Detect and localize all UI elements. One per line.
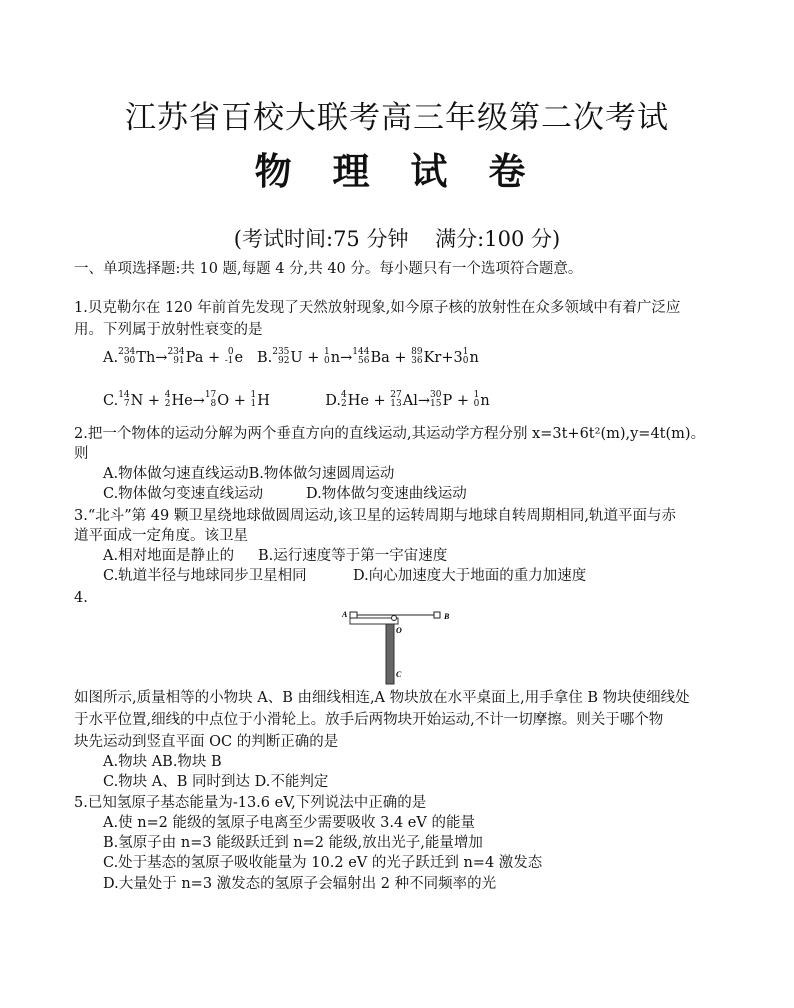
q2-option-d: D.物体做匀变速曲线运动 — [306, 486, 467, 502]
q2-option-c: C.物体做匀变速直线运动 — [103, 486, 264, 502]
nuclide: 89 36 — [411, 347, 423, 366]
q5-stem: 5.已知氢原子基态能量为-13.6 eV,下列说法中正确的是 — [74, 795, 427, 811]
q2-options-ab: A.物体做匀速直线运动B.物体做匀速圆周运动 — [103, 466, 395, 482]
nuclide: 234 91 — [167, 347, 185, 366]
section-heading: 一、单项选择题:共 10 题,每题 4 分,共 40 分。每小题只有一个选项符合题意。 — [74, 261, 583, 277]
exam-title: 江苏省百校大联考高三年级第二次考试 — [125, 100, 669, 136]
label-o: O — [396, 626, 402, 635]
pulley-figure — [336, 606, 466, 686]
q5-option-c: C.处于基态的氢原子吸收能量为 10.2 eV 的光子跃迁到 n=4 激发态 — [103, 855, 543, 871]
nuclide: 0 -1 — [224, 347, 234, 366]
label-a: A — [342, 610, 348, 619]
q3-option-b: B.运行速度等于第一宇宙速度 — [258, 548, 448, 564]
q3-option-a: A.相对地面是静止的 — [103, 548, 235, 564]
q1-option-b-label: B. — [256, 350, 273, 366]
q4-stem-line3: 块先运动到竖直平面 OC 的判断正确的是 — [74, 734, 339, 750]
q1-stem-line2: 用。下列属于放射性衰变的是 — [74, 322, 263, 338]
nuclide: 4 2 — [340, 390, 347, 409]
q1-options-ab: A. 234 90 Th→ 234 91 Pa + 0 -1 e B. 235 92 U + 1 0 n→ 144 56 Ba + 89 36 Kr+3 1 0 n — [103, 347, 479, 366]
q4-stem-line1: 如图所示,质量相等的小物块 A、B 由细线相连,A 物块放在水平桌面上,用手拿住 B 物块使细线处 — [74, 690, 690, 706]
q2-stem-line2: 则 — [74, 446, 89, 462]
q3-stem-line1: 3.“北斗”第 49 颗卫星绕地球做圆周运动,该卫星的运转周期与地球自转周期相同,轨道平面与赤 — [74, 508, 677, 524]
q1-options-cd: C. 14 7 N + 4 2 He→ 17 8 O + 1 1 H D. 4 2 He + 27 13 Al→ 30 15 P + 1 0 n — [103, 390, 490, 409]
q1-option-d-label: D. — [325, 393, 341, 409]
q3-option-d: D.向心加速度大于地面的重力加速度 — [353, 568, 587, 584]
nuclide: 27 13 — [390, 390, 402, 409]
exam-subject: 物 理 试 卷 — [254, 149, 540, 193]
label-b: B — [444, 612, 450, 621]
table-top — [350, 618, 398, 624]
q3-option-c: C.轨道半径与地球同步卫星相同 — [103, 568, 307, 584]
block-a — [350, 612, 357, 618]
q4-options-cd: C.物块 A、B 同时到达 D.不能判定 — [103, 774, 329, 790]
q3-stem-line2: 道平面成一定角度。该卫星 — [74, 528, 248, 544]
q1-stem-line1: 1.贝克勒尔在 120 年前首先发现了天然放射现象,如今原子核的放射性在众多领域中有着广泛应 — [74, 300, 681, 316]
q2-stem-line1: 2.把一个物体的运动分解为两个垂直方向的直线运动,其运动学方程分别 x=3t+6t²(m),y=4t(m)。 — [74, 426, 706, 442]
nuclide: 1 0 — [462, 347, 469, 366]
q4-options-ab: A.物块 AB.物块 B — [103, 754, 222, 770]
nuclide: 17 8 — [204, 390, 217, 409]
q1-option-c-label: C. — [103, 393, 119, 409]
nuclide: 1 0 — [473, 390, 480, 409]
pulley — [392, 616, 397, 621]
table-leg — [386, 624, 394, 684]
block-b — [434, 612, 440, 618]
nuclide: 144 56 — [352, 347, 370, 366]
nuclide: 1 1 — [250, 390, 257, 409]
nuclide: 14 7 — [118, 390, 130, 409]
q5-option-a: A.使 n=2 能级的氢原子电离至少需要吸收 3.4 eV 的能量 — [103, 815, 475, 831]
q5-option-b: B.氢原子由 n=3 能级跃迁到 n=2 能级,放出光子,能量增加 — [103, 835, 483, 851]
q1-option-a-label: A. — [103, 350, 119, 366]
nuclide: 4 2 — [164, 390, 171, 409]
nuclide: 234 90 — [118, 347, 136, 366]
nuclide: 30 15 — [430, 390, 442, 409]
q4-stem-line2: 于水平位置,细线的中点位于小滑轮上。放手后两物块开始运动,不计一切摩擦。则关于哪个物 — [74, 712, 664, 728]
nuclide: 235 92 — [272, 347, 290, 366]
q5-option-d: D.大量处于 n=3 激发态的氢原子会辐射出 2 种不同频率的光 — [103, 876, 497, 892]
q4-number: 4. — [74, 590, 88, 606]
exam-meta: (考试时间:75 分钟 满分:100 分) — [233, 227, 561, 251]
nuclide: 1 0 — [324, 347, 330, 366]
label-c: C — [396, 670, 402, 679]
